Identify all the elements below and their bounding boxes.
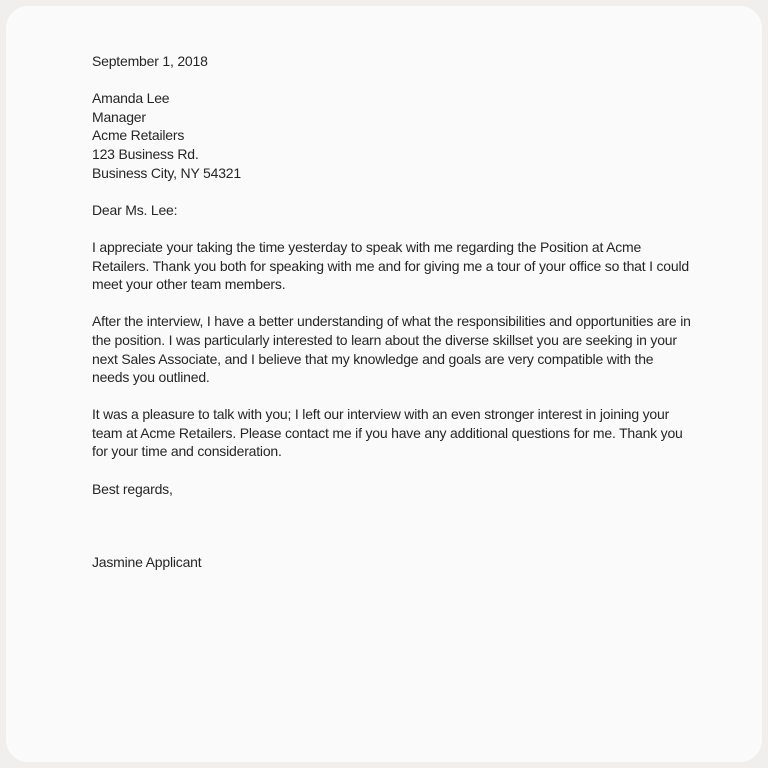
letter-paragraph-1: I appreciate your taking the time yesterday to speak with me regarding the Position at Acme Retailers. Thank you both for speaking with me and for giving me a tour of your office so that I could meet your other team members. (92, 238, 689, 293)
letter-page (6, 6, 762, 762)
salutation: Dear Ms. Lee: (92, 201, 178, 218)
letter-paragraph-3: It was a pleasure to talk with you; I left our interview with an even stronger interest in joining your team at Acme Retailers. Please contact me if you have any additional questions for me. Thank you for your time and consideration. (92, 406, 683, 460)
recipient-street: 123 Business Rd. (92, 145, 199, 162)
recipient-company: Acme Retailers (92, 127, 185, 144)
recipient-city-state-zip: Business City, NY 54321 (92, 164, 241, 181)
letter-body (6, 6, 762, 572)
letter-date: September 1, 2018 (92, 53, 208, 69)
closing: Best regards, (92, 480, 173, 497)
letter-paragraph-2: After the interview, I have a better understanding of what the responsibilities and opportunities are in the position. I was particularly interested to learn about the diverse skillset you are seeking in your next Sales Associate, and I believe that my knowledge and goals are very compatible with the needs you outlined. (92, 313, 691, 386)
recipient-title: Manager (92, 108, 146, 125)
recipient-address-block (92, 89, 692, 182)
signature-name: Jasmine Applicant (92, 554, 202, 571)
recipient-name: Amanda Lee (92, 90, 170, 107)
